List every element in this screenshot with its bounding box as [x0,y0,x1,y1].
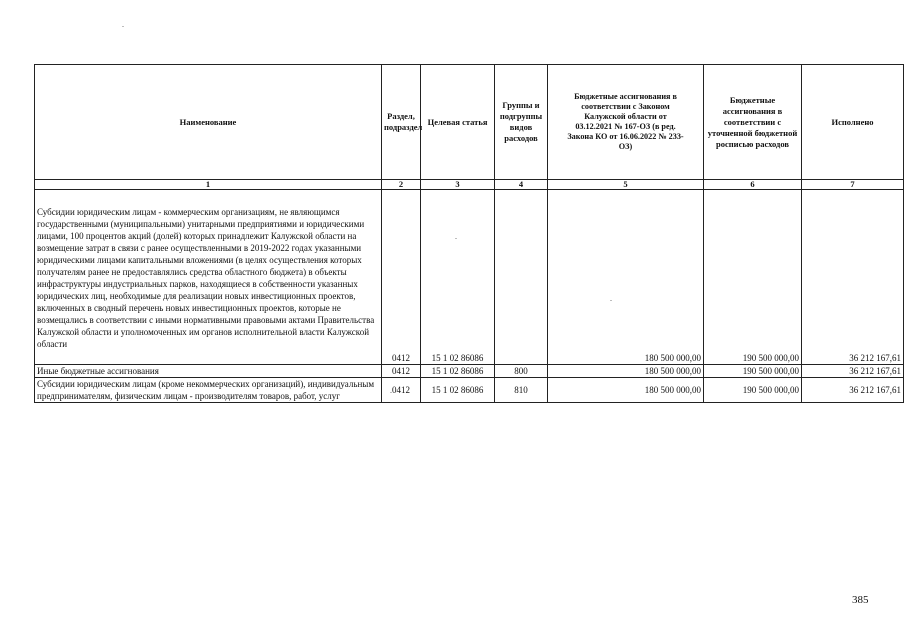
column-number: 1 [35,180,382,190]
header-refined: Бюджетные ассигнования в соответствии с уточненной бюджетной росписью расходов [704,65,802,180]
row-name: Иные бюджетные ассигнования [35,365,382,378]
row-group: 810 [495,378,548,403]
row-law-amount: 180 500 000,00 [548,378,704,403]
scan-speck [122,26,124,27]
table-row [35,365,904,378]
header-groups: Группы и подгруппы видов расходов [495,65,548,180]
header-target: Целевая статья [421,65,495,180]
row-target: 15 1 02 86086 [421,378,495,403]
column-number: 3 [421,180,495,190]
row-executed-amount: 36 212 167,61 [802,378,904,403]
row-refined-amount: 190 500 000,00 [704,190,802,365]
column-number: 7 [802,180,904,190]
row-section: 0412 [382,190,421,365]
header-law: Бюджетные ассигнования в соответствии с Законом Калужской области от 03.12.2021 № 167-ОЗ (в ред. Закона КО от 16.06.2022 № 233-ОЗ) [548,65,704,180]
row-section: 0412 [382,378,421,403]
row-refined-amount: 190 500 000,00 [704,378,802,403]
budget-execution-table [34,64,904,403]
row-law-amount: 180 500 000,00 [548,365,704,378]
row-name [35,190,382,365]
row-target: 15 1 02 86086 [421,365,495,378]
row-refined-amount: 190 500 000,00 [704,365,802,378]
row-executed-amount: 36 212 167,61 [802,365,904,378]
header-section: Раздел, подраздел [382,65,421,180]
row-name: Субсидии юридическим лицам (кроме некоммерческих организаций), индивидуальным предпринимателям, физическим лицам - производителям товаров, работ, услуг [35,378,382,403]
row-executed-amount: 36 212 167,61 [802,190,904,365]
column-number: 6 [704,180,802,190]
row-target: 15 1 02 86086 [421,190,495,365]
row-section: 0412 [382,365,421,378]
row-group: 800 [495,365,548,378]
table-header-row [35,65,904,180]
column-number: 2 [382,180,421,190]
row-name-text: Субсидии юридическим лицам - коммерческим организациям, не являющимся государственными (муниципальными) унитарными предприятиями и юридическими лицами, 100 процентов акций (долей) которых принадлежит Калужской области на возмещение затрат в связи с ранее осуществленными в 2019-2022 годах указанными юридическими лицами капитальными вложениями (в целях осуществления которых получателям ранее не предоставлялись средства областного бюджета) в объекты инфраструктуры индустриальных парков, находящиеся в собственности указанных юридических лиц, необходимые для реализации новых инвестиционных проектов, включенных в сводный перечень новых инвестиционных проектов, которые не возмещались в соответствии с иными нормативными правовыми актами Правительства Калужской области и уполномоченных им органов исполнительной власти Калужской области [37,207,375,349]
table-row [35,190,904,365]
row-law-amount: 180 500 000,00 [548,190,704,365]
page-number: 385 [852,594,869,606]
table-row [35,378,904,403]
column-number: 4 [495,180,548,190]
row-group [495,190,548,365]
header-name: Наименование [35,65,382,180]
column-number-row [35,180,904,190]
column-number: 5 [548,180,704,190]
header-executed: Исполнено [802,65,904,180]
